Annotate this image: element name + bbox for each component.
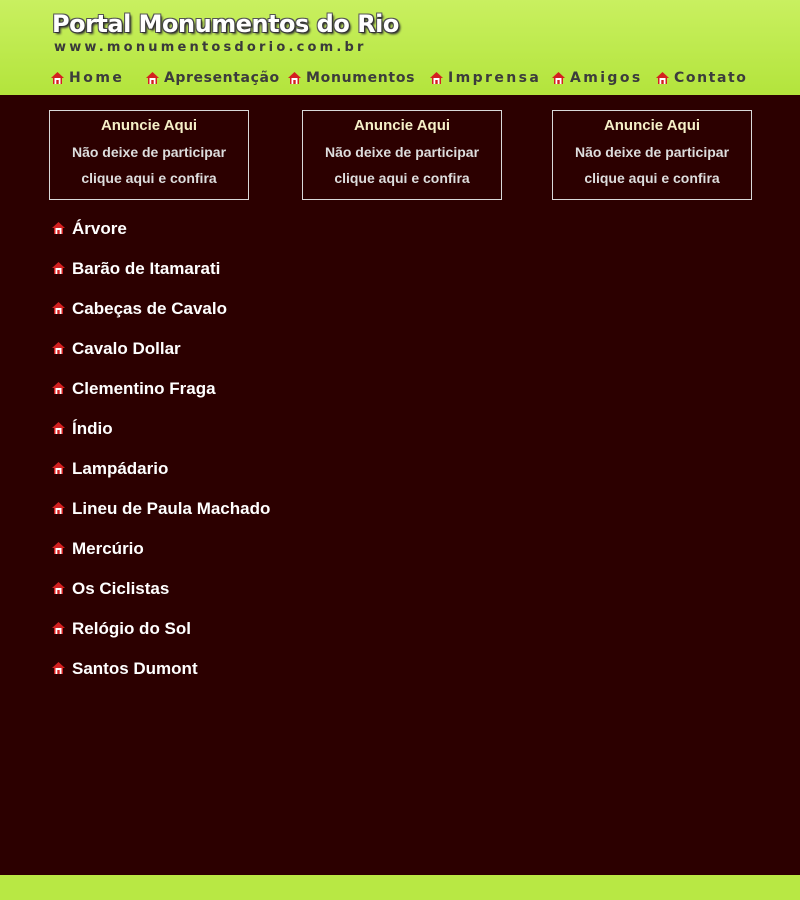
nav-item-amigos[interactable]	[551, 68, 643, 88]
house-icon	[51, 581, 66, 595]
monument-label: Barão de Itamarati	[72, 259, 221, 278]
ad-title: Anuncie Aqui	[603, 117, 701, 134]
monument-label: Clementino Fraga	[72, 379, 216, 398]
nav-item-imprensa[interactable]	[429, 68, 541, 88]
site-footer	[0, 875, 800, 900]
main-nav	[0, 68, 800, 90]
monument-link-relogio-do-sol[interactable]	[51, 616, 351, 656]
monument-label: Árvore	[72, 219, 127, 238]
ad-line: Não deixe de participar	[71, 144, 227, 160]
ad-box-2[interactable]	[302, 110, 502, 200]
ad-title: Anuncie Aqui	[100, 117, 198, 134]
monument-link-barao-de-itamarati[interactable]	[51, 256, 351, 296]
ad-box-3[interactable]	[552, 110, 752, 200]
house-icon	[51, 461, 66, 475]
ad-link[interactable]: clique aqui e confira	[81, 170, 217, 186]
nav-item-home[interactable]	[50, 68, 124, 88]
house-icon	[51, 661, 66, 675]
monument-label: Lampádario	[72, 459, 169, 478]
monument-link-lineu-de-paula-machado[interactable]	[51, 496, 351, 536]
house-icon	[51, 541, 66, 555]
house-icon	[287, 71, 302, 85]
house-icon	[51, 261, 66, 275]
house-icon	[655, 71, 670, 85]
monument-label: Cavalo Dollar	[72, 339, 181, 358]
monument-label: Os Ciclistas	[72, 579, 170, 598]
nav-label: Contato	[674, 70, 748, 86]
house-icon	[145, 71, 160, 85]
monument-link-cabecas-de-cavalo[interactable]	[51, 296, 351, 336]
monument-list	[51, 216, 351, 696]
house-icon	[51, 501, 66, 515]
monument-link-cavalo-dollar[interactable]	[51, 336, 351, 376]
monument-link-os-ciclistas[interactable]	[51, 576, 351, 616]
site-url: www.monumentosdorio.com.br	[54, 40, 367, 55]
ad-title: Anuncie Aqui	[353, 117, 451, 134]
monument-link-indio[interactable]	[51, 416, 351, 456]
house-icon	[51, 341, 66, 355]
nav-item-apresentacao[interactable]	[145, 68, 280, 88]
nav-label: Monumentos	[306, 70, 416, 86]
house-icon	[51, 221, 66, 235]
house-icon	[429, 71, 444, 85]
monument-label: Relógio do Sol	[72, 619, 191, 638]
monument-link-clementino-fraga[interactable]	[51, 376, 351, 416]
house-icon	[51, 301, 66, 315]
nav-item-monumentos[interactable]	[287, 68, 415, 88]
monument-link-lampadario[interactable]	[51, 456, 351, 496]
ad-line: Não deixe de participar	[574, 144, 730, 160]
monument-link-santos-dumont[interactable]	[51, 656, 351, 696]
site-title[interactable]: Portal Monumentos do Rio	[52, 10, 399, 38]
ad-box-1[interactable]	[49, 110, 249, 200]
house-icon	[50, 71, 65, 85]
house-icon	[551, 71, 566, 85]
house-icon	[51, 381, 66, 395]
ad-line: Não deixe de participar	[324, 144, 480, 160]
monument-label: Cabeças de Cavalo	[72, 299, 227, 318]
house-icon	[51, 421, 66, 435]
monument-link-arvore[interactable]	[51, 216, 351, 256]
monument-label: Santos Dumont	[72, 659, 198, 678]
monument-link-mercurio[interactable]	[51, 536, 351, 576]
ad-link[interactable]: clique aqui e confira	[584, 170, 720, 186]
nav-label: Home	[69, 70, 125, 86]
monument-label: Lineu de Paula Machado	[72, 499, 271, 518]
nav-label: Imprensa	[448, 70, 542, 86]
monument-label: Mercúrio	[72, 539, 144, 558]
house-icon	[51, 621, 66, 635]
ad-link[interactable]: clique aqui e confira	[334, 170, 470, 186]
site-header	[0, 0, 800, 95]
nav-label: Apresentação	[164, 70, 280, 86]
nav-item-contato[interactable]	[655, 68, 748, 88]
monument-label: Índio	[72, 419, 113, 438]
nav-label: Amigos	[570, 70, 643, 86]
